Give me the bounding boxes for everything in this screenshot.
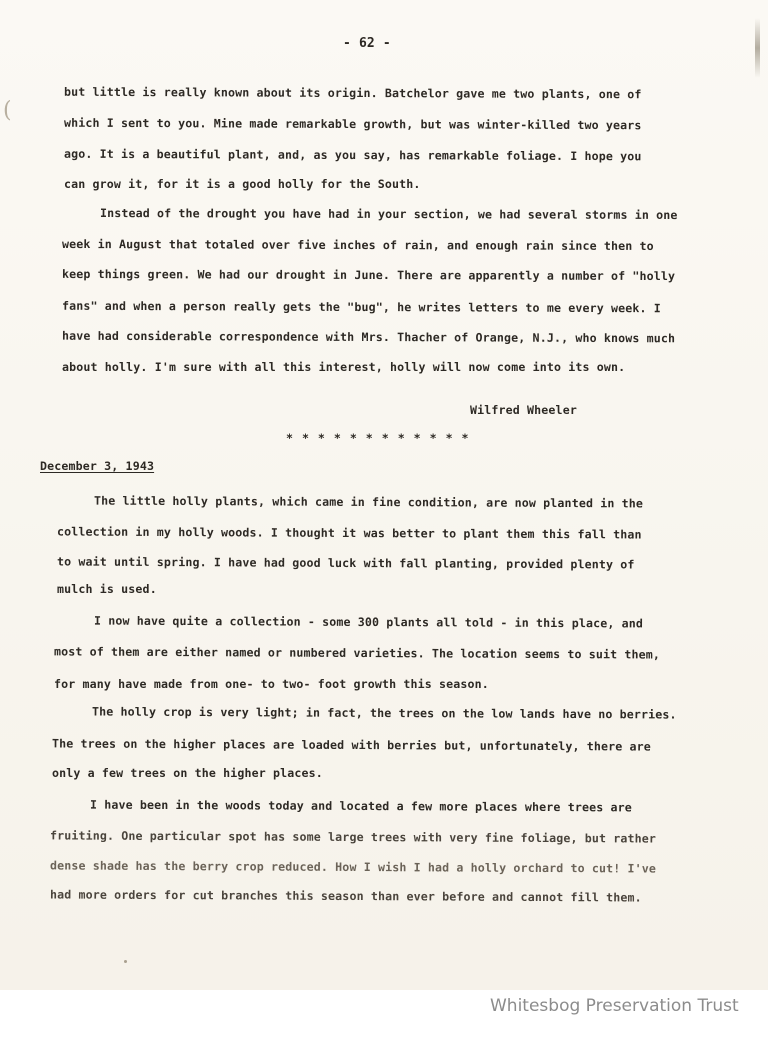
letter1-line: fans" and when a person really gets the "bug", he writes letters to me every week. I	[61, 298, 661, 316]
letter2-line: fruiting. One particular spot has some large trees with very fine foliage, but rather	[49, 828, 657, 846]
section-separator: * * * * * * * * * * * *	[286, 431, 470, 445]
letter1-line: keep things green. We had our drought in June. There are apparently a number of "holly	[61, 266, 676, 284]
letter2-line: most of them are either named or numbered varieties. The location seems to suit them,	[53, 644, 661, 662]
punch-hole-mark: (	[3, 98, 12, 123]
letter2-line: to wait until spring. I have had good luck with fall planting, provided plenty of	[56, 554, 635, 572]
letter1-line: can grow it, for it is a good holly for the South.	[64, 177, 421, 191]
letter1-line: Instead of the drought you have had in your section, we had several storms in one	[99, 205, 678, 223]
letter2-line: dense shade has the berry crop reduced. How I wish I had a holly orchard to cut! I've	[49, 858, 657, 876]
letter2-line: I now have quite a collection - some 300 plants all told - in this place, and	[93, 613, 644, 631]
letter2-line: collection in my holly woods. I thought it was better to plant them this fall than	[56, 524, 642, 542]
binding-shadow	[755, 18, 760, 78]
letter2-line: The trees on the higher places are loaded with berries but, unfortunately, there are	[51, 736, 651, 754]
watermark-credit: Whitesbog Preservation Trust	[490, 996, 739, 1016]
letter2-line: I have been in the woods today and located a few more places where trees are	[89, 797, 632, 815]
letter1-line: but little is really known about its origin. Batchelor gave me two plants, one of	[63, 84, 642, 102]
letter2-line: The holly crop is very light; in fact, the trees on the low lands have no berries.	[91, 704, 677, 722]
letter1-line: about holly. I'm sure with all this interest, holly will now come into its own.	[62, 360, 626, 374]
paper-speck	[124, 960, 127, 963]
page-number: - 62 -	[343, 36, 391, 51]
letter2-line: mulch is used.	[57, 582, 157, 596]
letter2-line: only a few trees on the higher places.	[52, 766, 323, 780]
letter1-line: ago. It is a beautiful plant, and, as you say, has remarkable foliage. I hope you	[63, 146, 642, 164]
letter1-line: have had considerable correspondence with Mrs. Thacher of Orange, N.J., who knows much	[61, 328, 676, 346]
letter1-signature: Wilfred Wheeler	[470, 403, 577, 417]
letter2-line: had more orders for cut branches this season than ever before and cannot fill them.	[49, 887, 642, 905]
letter2-line: The little holly plants, which came in fine condition, are now planted in the	[93, 493, 644, 511]
letter2-date: December 3, 1943	[40, 459, 155, 473]
letter2-line: for many have made from one- to two- foot growth this season.	[54, 677, 489, 691]
letter1-line: which I sent to you. Mine made remarkable growth, but was winter-killed two years	[63, 115, 642, 133]
letter1-line: week in August that totaled over five inches of rain, and enough rain since then to	[61, 236, 654, 254]
